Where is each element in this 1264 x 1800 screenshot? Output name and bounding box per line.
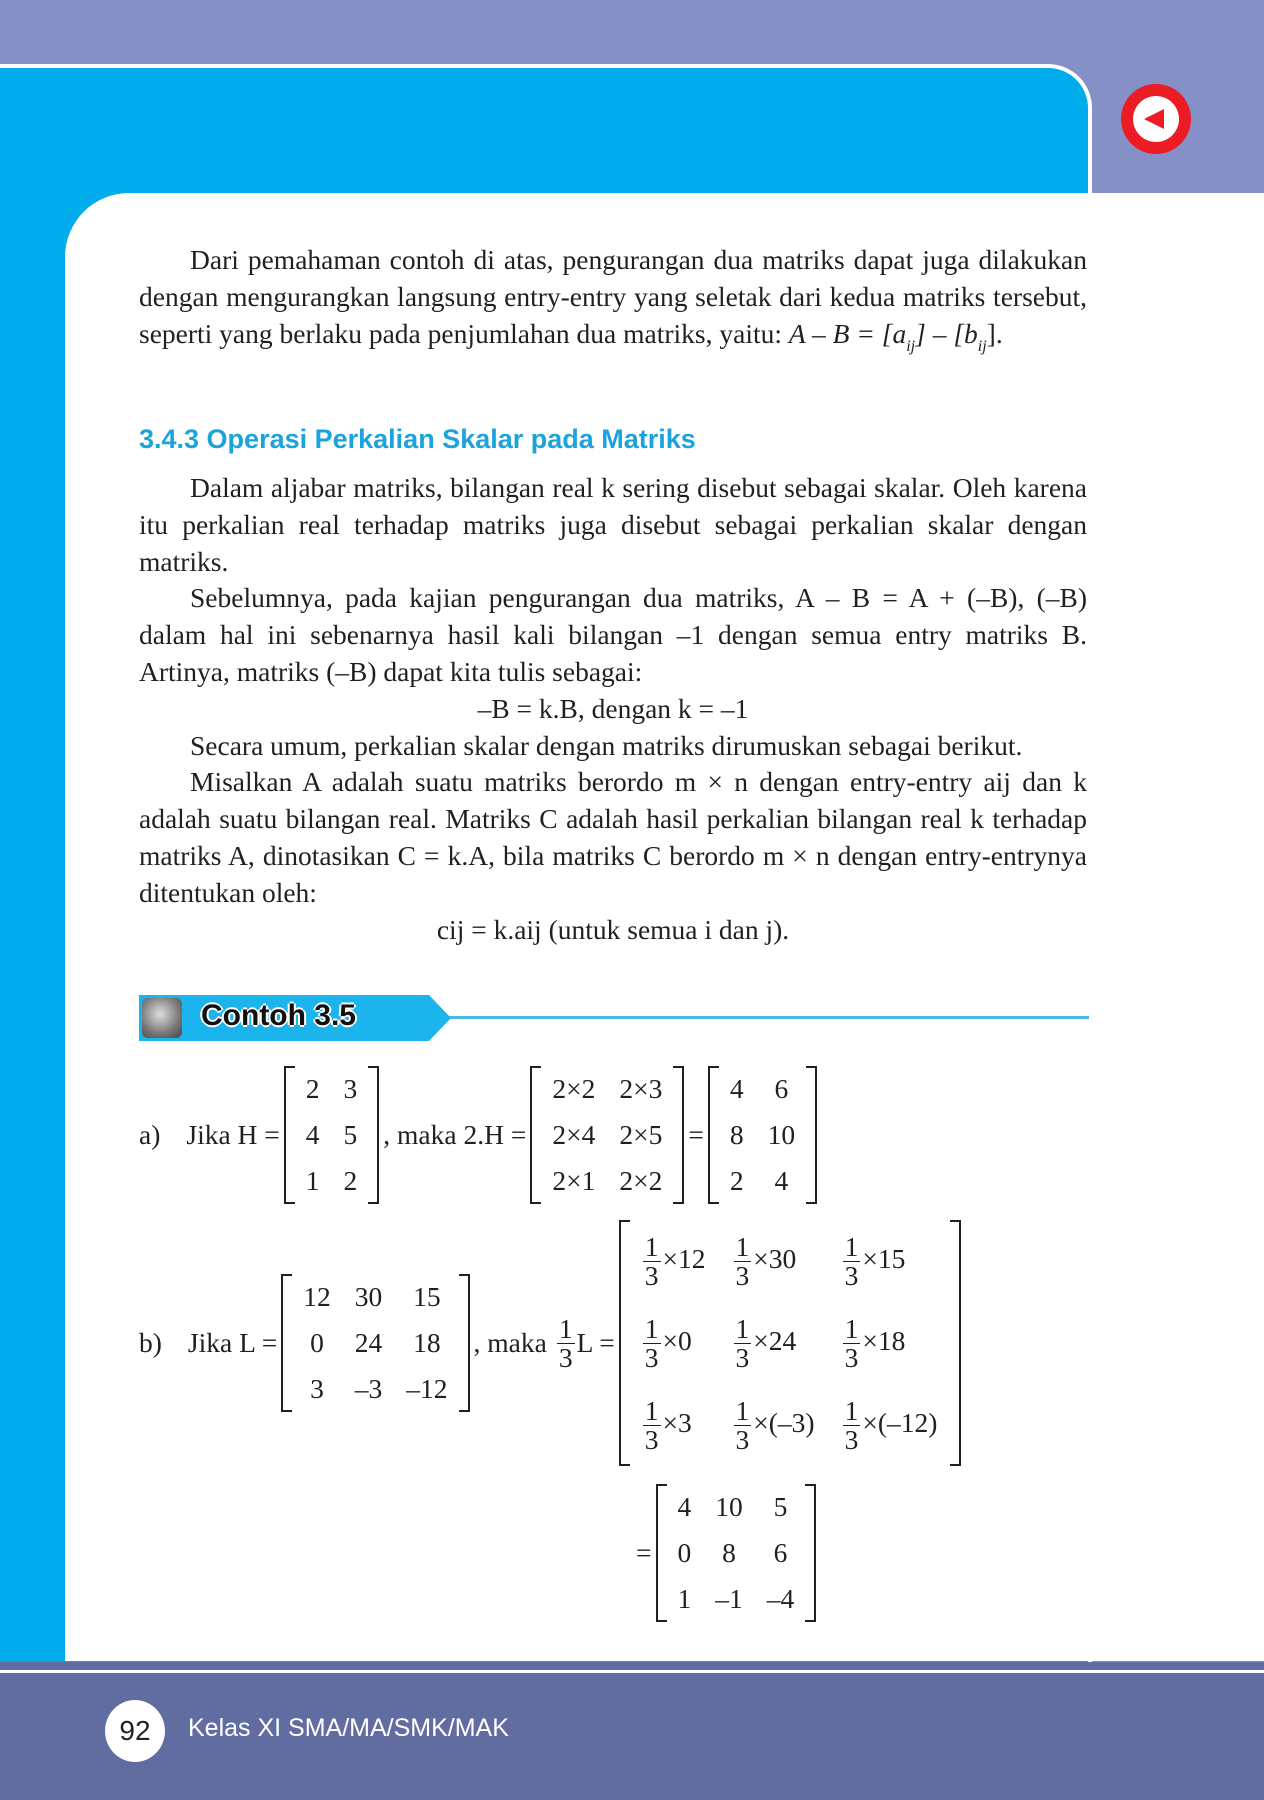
example-b [139,1220,965,1466]
matrix-row [291,1274,459,1320]
matrix-row [629,1302,952,1384]
matrix-row [540,1158,674,1204]
matrix-cell: –4 [766,1583,795,1614]
matrix-cell: 2×2 [619,1165,663,1196]
footer [0,1662,1264,1800]
example-icon [142,998,182,1038]
paragraph-1 [139,242,1087,365]
matrix-row [294,1066,370,1112]
matrix-row [718,1112,807,1158]
text: , maka [473,1327,547,1358]
cell-value: ×30 [753,1242,797,1274]
denominator: 3 [558,1341,573,1373]
matrix-cell: 24 [354,1327,383,1358]
matrix-cell: 0 [677,1537,692,1568]
matrix-cell: 2 [729,1165,744,1196]
matrix-row [291,1320,459,1366]
top-band [0,0,1264,66]
matrix-cell [629,1302,720,1384]
matrix-cell: 6 [774,1073,789,1104]
matrix-cell: 2×2 [552,1073,596,1104]
matrix-cell [720,1220,829,1302]
equals: = [636,1537,652,1568]
matrix-row [718,1158,807,1204]
matrix-2h-expanded [530,1066,684,1204]
denominator: 3 [844,1259,859,1291]
matrix-row [291,1366,459,1412]
text: L = [576,1327,615,1358]
denominator: 3 [644,1341,659,1373]
matrix-row [666,1530,807,1576]
matrix-cell [829,1220,952,1302]
matrix-cell: 1 [677,1583,692,1614]
cell-value: ×24 [753,1324,797,1356]
denominator: 3 [735,1423,750,1455]
matrix-cell: 2×5 [619,1119,663,1150]
matrix-row [666,1576,807,1622]
cell-value: ×(–12) [862,1406,938,1438]
matrix-cell: –1 [715,1583,743,1614]
matrix-cell: –3 [354,1373,383,1404]
fraction [643,1394,661,1455]
denominator: 3 [644,1259,659,1291]
matrix-row [540,1066,674,1112]
numerator: 1 [644,1230,659,1262]
text: Jika H = [186,1119,280,1150]
denominator: 3 [735,1341,750,1373]
numerator: 1 [844,1312,859,1344]
matrix-cell: 0 [310,1327,324,1358]
matrix-cell [720,1302,829,1384]
numerator: 1 [844,1230,859,1262]
footer-text: Kelas XI SMA/MA/SMK/MAK [188,1714,509,1742]
matrix-cell: 4 [677,1491,692,1522]
matrix-cell [829,1384,952,1466]
matrix-cell: 10 [767,1119,796,1150]
fraction [843,1394,861,1455]
denominator: 3 [844,1341,859,1373]
matrix-row [629,1220,952,1302]
para1-text: Dari pemahaman contoh di atas, pengurangan dua matriks dapat juga dilakukan dengan mengurangkan langsung entry-entry yang seletak dari kedua matriks tersebut, seperti yang berlaku pada penjumlahan dua matriks, yaitu: [139,244,1087,349]
matrix-cell: 4 [729,1073,744,1104]
matrix-l [281,1274,469,1412]
back-arrow-icon [1133,96,1179,142]
matrix-cell: 2×4 [552,1119,596,1150]
fraction [643,1312,661,1373]
numerator: 1 [644,1312,659,1344]
fraction [734,1230,752,1291]
numerator: 1 [644,1394,659,1426]
example-b-result [636,1484,820,1622]
equals: = [688,1119,704,1150]
matrix-cell: 10 [715,1491,743,1522]
matrix-l-third-expanded [619,1220,962,1466]
paragraph-5: Misalkan A adalah suatu matriks berordo m × n dengan entry-entry aij dan k adalah suatu bilangan real. Matriks C adalah hasil perkalian bilangan real k terhadap matriks A, dinotasikan C = k.A, bila matriks C berordo m × n dengan entry-entrynya ditentukan oleh: [139,766,1087,908]
cell-value: ×15 [862,1242,906,1274]
paragraph-4: Secara umum, perkalian skalar dengan matriks dirumuskan sebagai berikut. [190,729,1023,761]
fraction [734,1394,752,1455]
matrix-cell [720,1384,829,1466]
formula-b: ] – [b [915,317,978,349]
matrix-cell: 2×1 [552,1165,596,1196]
back-button[interactable] [1121,84,1191,154]
fraction [557,1312,575,1373]
matrix-row [540,1112,674,1158]
equation-1: –B = k.B, dengan k = –1 [477,692,749,724]
matrix-l-third-result [656,1484,817,1622]
text: , maka 2.H = [383,1119,527,1150]
cell-value: ×3 [662,1406,692,1438]
text: Jika L = [187,1327,278,1358]
fraction [734,1312,752,1373]
matrix-row [666,1484,807,1530]
denominator: 3 [644,1423,659,1455]
matrix-row [629,1384,952,1466]
matrix-row [718,1066,807,1112]
paragraph-3: Sebelumnya, pada kajian pengurangan dua matriks, A – B = A + (–B), (–B) dalam hal ini sebenarnya hasil kali bilangan –1 dengan semua entry matriks B. Artinya, matriks (–B) dapat kita tulis sebagai: [139,582,1087,687]
denominator: 3 [735,1259,750,1291]
matrix-cell: 5 [773,1491,788,1522]
matrix-cell: 2 [343,1165,358,1196]
item-label: a) [139,1119,161,1150]
cell-value: ×12 [662,1242,706,1274]
matrix-cell: 8 [722,1537,736,1568]
matrix-cell [629,1220,720,1302]
equation-2: cij = k.aij (untuk semua i dan j). [436,913,790,945]
numerator: 1 [844,1394,859,1426]
numerator: 1 [735,1230,750,1262]
cell-value: ×0 [662,1324,692,1356]
matrix-cell: 12 [303,1281,331,1312]
paragraph-2: Dalam aljabar matriks, bilangan real k sering disebut sebagai skalar. Oleh karena itu perkalian real terhadap matriks juga disebut sebagai perkalian skalar dengan matriks. [139,472,1087,577]
example-label: Contoh 3.5 [201,999,356,1032]
numerator: 1 [735,1394,750,1426]
divider [439,1016,1089,1019]
matrix-cell: 3 [310,1373,324,1404]
page-number: 92 [105,1700,165,1762]
matrix-cell: 30 [354,1281,383,1312]
sub: ij [906,337,916,355]
matrix-cell: 2×3 [619,1073,663,1104]
matrix-cell: 15 [413,1281,441,1312]
formula-a: A – B = [a [788,317,907,349]
fraction [843,1230,861,1291]
matrix-cell: 6 [773,1537,788,1568]
matrix-cell: 4 [774,1165,789,1196]
matrix-cell: –12 [406,1373,448,1404]
matrix-cell: 18 [413,1327,441,1358]
matrix-cell: 8 [729,1119,744,1150]
fraction [643,1230,661,1291]
matrix-cell [629,1384,720,1466]
cell-value: ×(–3) [753,1406,815,1438]
example-a [139,1066,821,1204]
matrix-h [284,1066,380,1204]
numerator: 1 [558,1312,573,1344]
matrix-cell: 2 [305,1073,320,1104]
matrix-row [294,1158,370,1204]
fraction [843,1312,861,1373]
item-label: b) [139,1327,162,1358]
section-heading: 3.4.3 Operasi Perkalian Skalar pada Matriks [139,424,696,454]
matrix-cell: 5 [343,1119,358,1150]
matrix-cell: 3 [343,1073,358,1104]
matrix-row [294,1112,370,1158]
matrix-cell: 4 [305,1119,320,1150]
numerator: 1 [735,1312,750,1344]
cell-value: ×18 [862,1324,906,1356]
matrix-cell [829,1302,952,1384]
matrix-cell: 1 [305,1165,320,1196]
sub: ij [977,337,987,355]
matrix-2h-result [708,1066,817,1204]
formula-end: ]. [986,317,1003,349]
example-header [139,995,1089,1041]
denominator: 3 [844,1423,859,1455]
body-text [139,470,1087,948]
